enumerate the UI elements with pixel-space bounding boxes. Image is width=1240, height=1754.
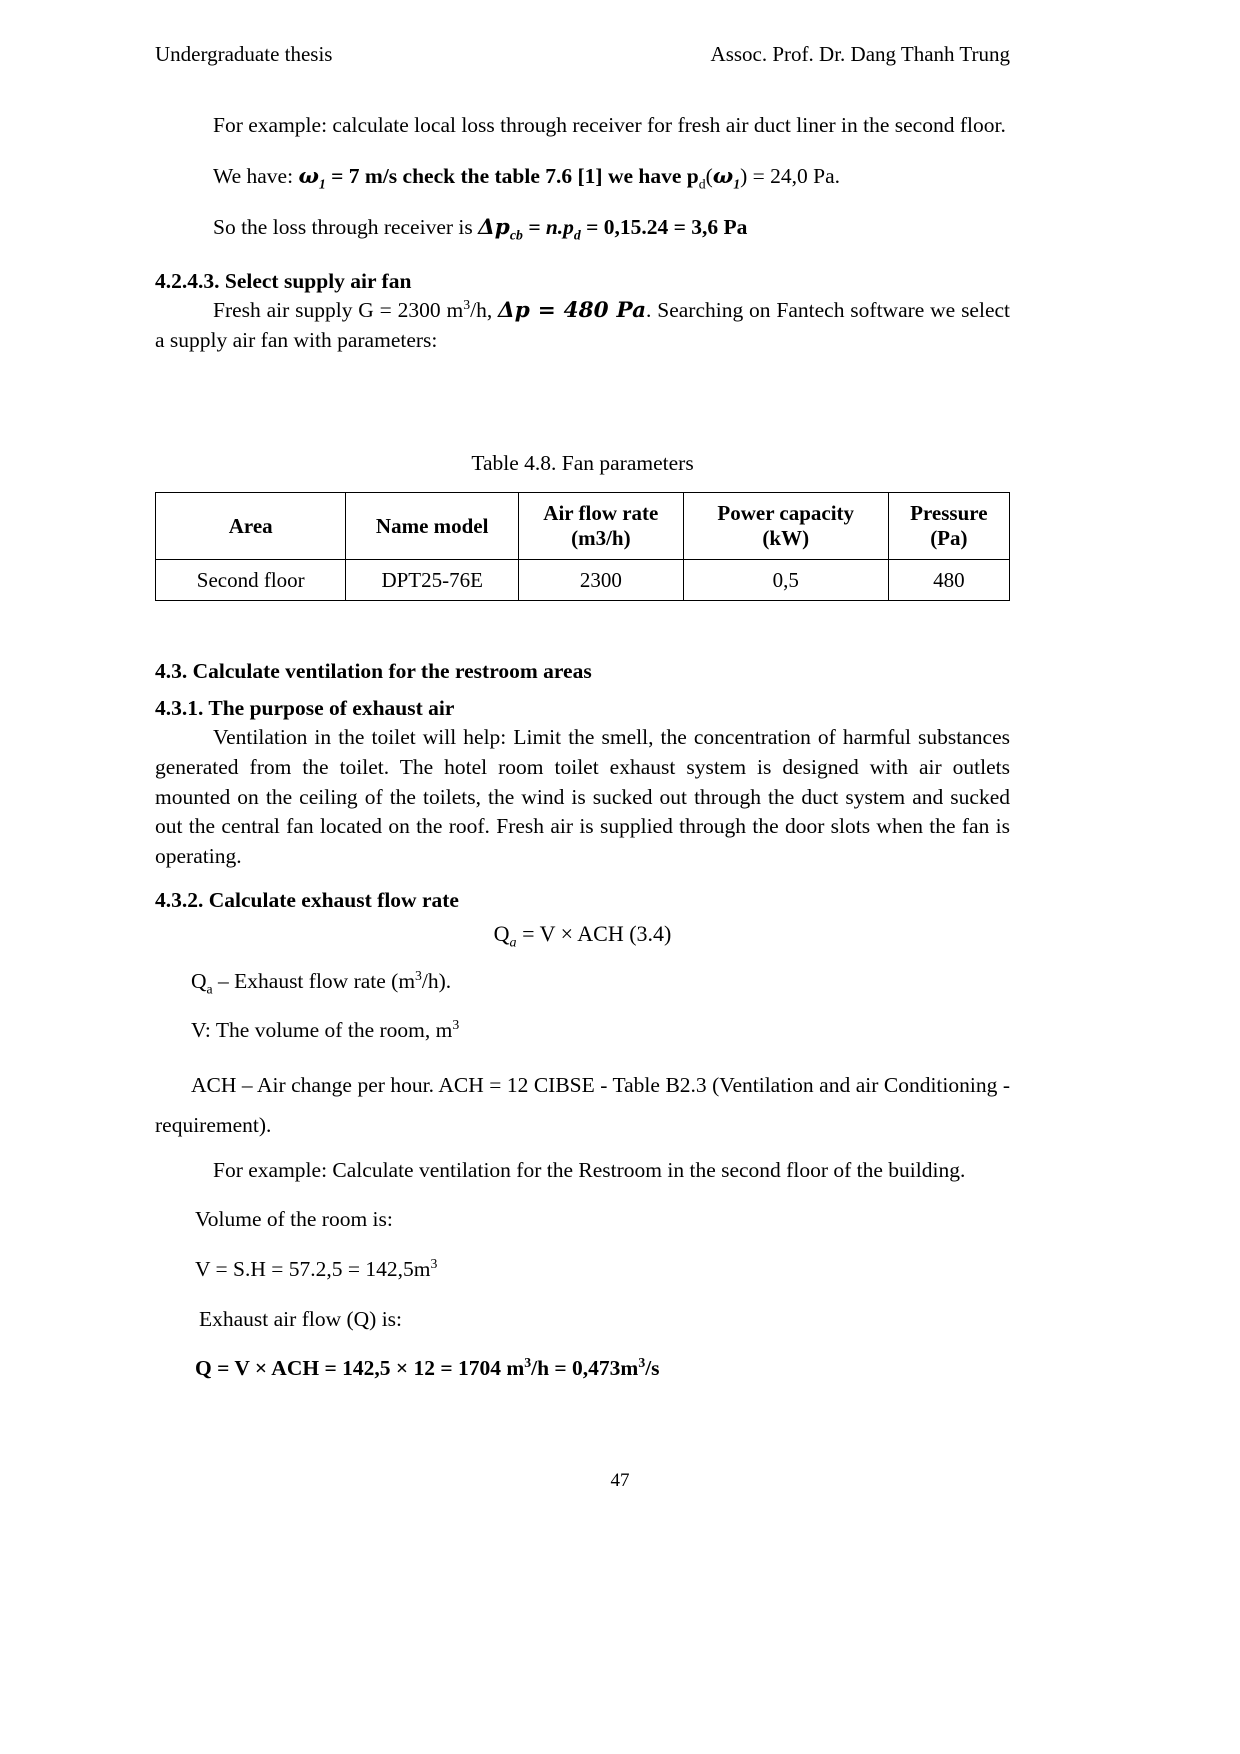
qa-exponent: 3	[415, 967, 422, 983]
we-have-tail: ) = 24,0 Pa.	[740, 163, 841, 188]
fresh-air-mid: /h,	[470, 298, 499, 323]
heading-4-3-2: 4.3.2. Calculate exhaust flow rate	[155, 887, 459, 912]
label-exhaust-air-flow: Exhaust air flow (Q) is:	[199, 1306, 403, 1331]
spacer	[155, 601, 1010, 631]
q-subscript: a	[509, 934, 517, 951]
final-eq-exponent-1: 3	[524, 1355, 532, 1370]
table-caption: Table 4.8. Fan parameters	[471, 451, 694, 476]
table-header-cell	[156, 493, 346, 560]
heading-4-3: 4.3. Calculate ventilation for the restroom areas	[155, 659, 592, 684]
fresh-air-tail: . Searching on Fantech software we select a supply air fan with parameters:	[155, 298, 1011, 352]
header-left-text: Undergraduate thesis	[155, 42, 333, 66]
fan-parameters-table	[155, 492, 1010, 601]
volume-eq-prefix: V = S.H = 57.2,5 = 142,5m	[195, 1256, 431, 1281]
paragraph-purpose-exhaust: Ventilation in the toilet will help: Limit the smell, the concentration of harmful substances generated from the toilet. The hotel room toilet exhaust system is designed with air outlets mounted on the ceiling of the toilets, the wind is sucked out through the duct system and sucked out the central fan located on the roof. Fresh air is supplied through the door slots when the fan is operating.	[155, 725, 1010, 869]
line-we-have	[155, 161, 1010, 192]
omega-symbol: ω	[298, 163, 319, 189]
heading-4-3-1: 4.3.1. The purpose of exhaust air	[155, 696, 455, 721]
table-header-cell	[888, 493, 1009, 560]
header-right-text: Assoc. Prof. Dr. Dang Thanh Trung	[710, 42, 1010, 66]
header-title: Area	[228, 513, 273, 538]
table-cell-airflow: 2300	[518, 560, 683, 601]
v-prefix: V: The volume of the room, m	[191, 1018, 453, 1043]
paren-open: (	[705, 163, 713, 188]
page-content	[155, 42, 1010, 1384]
we-have-prefix: We have:	[213, 163, 299, 188]
omega-symbol-2: ω	[712, 163, 734, 189]
paragraph-example-local-loss: For example: calculate local loss through receiver for fresh air duct liner in the second floor.	[213, 113, 1006, 138]
fresh-air-exponent: 3	[463, 296, 471, 312]
v-exponent: 3	[452, 1017, 460, 1033]
header-unit: (m3/h)	[571, 526, 631, 551]
loss-eq-tail: = 0,15.24 = 3,6 Pa	[580, 214, 748, 239]
table-header-cell	[518, 493, 683, 560]
table-cell-model: DPT25-76E	[346, 560, 519, 601]
header-title: Power capacity	[717, 501, 855, 526]
delta-p-subscript: cb	[509, 227, 523, 243]
heading-4-2-4-3: 4.2.4.3. Select supply air fan	[155, 269, 412, 294]
header-title: Name model	[375, 513, 489, 538]
header-unit: (kW)	[762, 526, 810, 551]
volume-eq-exponent: 3	[430, 1255, 438, 1271]
q-equation-rest: = V × ACH (3.4)	[516, 920, 672, 946]
equation-final-flow	[155, 1354, 1010, 1384]
equation-volume	[155, 1255, 1010, 1285]
paragraph-fresh-air-supply	[155, 296, 1010, 355]
table-cell-area: Second floor	[156, 560, 346, 601]
paragraph-example-restroom: For example: Calculate ventilation for the Restroom in the second floor of the building.	[213, 1157, 966, 1182]
header-title: Air flow rate	[543, 501, 659, 526]
definition-ach: ACH – Air change per hour. ACH = 12 CIBSE - Table B2.3 (Ventilation and air Conditioning - requirement).	[155, 1073, 1010, 1137]
table-header-row	[156, 493, 1010, 560]
equation-exhaust-flow	[155, 920, 1010, 951]
pd-subscript-2: d	[573, 227, 581, 243]
table-cell-pressure: 480	[888, 560, 1009, 601]
loss-eq-mid: = n.p	[522, 214, 574, 239]
table-header-cell	[346, 493, 519, 560]
header-unit: (Pa)	[930, 526, 968, 551]
q-symbol: Q	[493, 920, 510, 946]
table-header-cell	[683, 493, 888, 560]
page-number: 47	[610, 1470, 630, 1491]
qa-tail: /h).	[421, 968, 452, 993]
final-eq-prefix: Q = V × ACH = 142,5 × 12 = 1704 m	[195, 1356, 525, 1381]
table-cell-power: 0,5	[683, 560, 888, 601]
header-title: Pressure	[910, 501, 988, 526]
delta-p-480: Δp = 480 Pa	[498, 298, 647, 324]
qa-subscript: a	[206, 980, 213, 996]
delta-p-symbol: Δp	[478, 214, 510, 240]
label-volume-of-room: Volume of the room is:	[195, 1207, 393, 1232]
pd-subscript: d	[698, 176, 706, 192]
final-eq-tail: /s	[645, 1356, 660, 1381]
line-loss-through-receiver	[155, 212, 1010, 243]
fresh-air-prefix: Fresh air supply G = 2300 m	[213, 298, 464, 323]
qa-prefix: Q	[191, 968, 207, 993]
omega-subscript-2: 1	[733, 176, 741, 192]
loss-prefix: So the loss through receiver is	[213, 214, 479, 239]
definition-qa	[155, 967, 1010, 997]
running-header	[155, 42, 1010, 67]
spacer	[155, 631, 1010, 657]
qa-mid: – Exhaust flow rate (m	[212, 968, 416, 993]
definition-v	[155, 1016, 1010, 1046]
table-row	[156, 560, 1010, 601]
omega-subscript: 1	[318, 176, 326, 192]
final-eq-mid: /h = 0,473m	[531, 1356, 639, 1381]
final-eq-exponent-2: 3	[638, 1355, 646, 1370]
we-have-mid: = 7 m/s check the table 7.6 [1] we have p	[325, 163, 699, 188]
